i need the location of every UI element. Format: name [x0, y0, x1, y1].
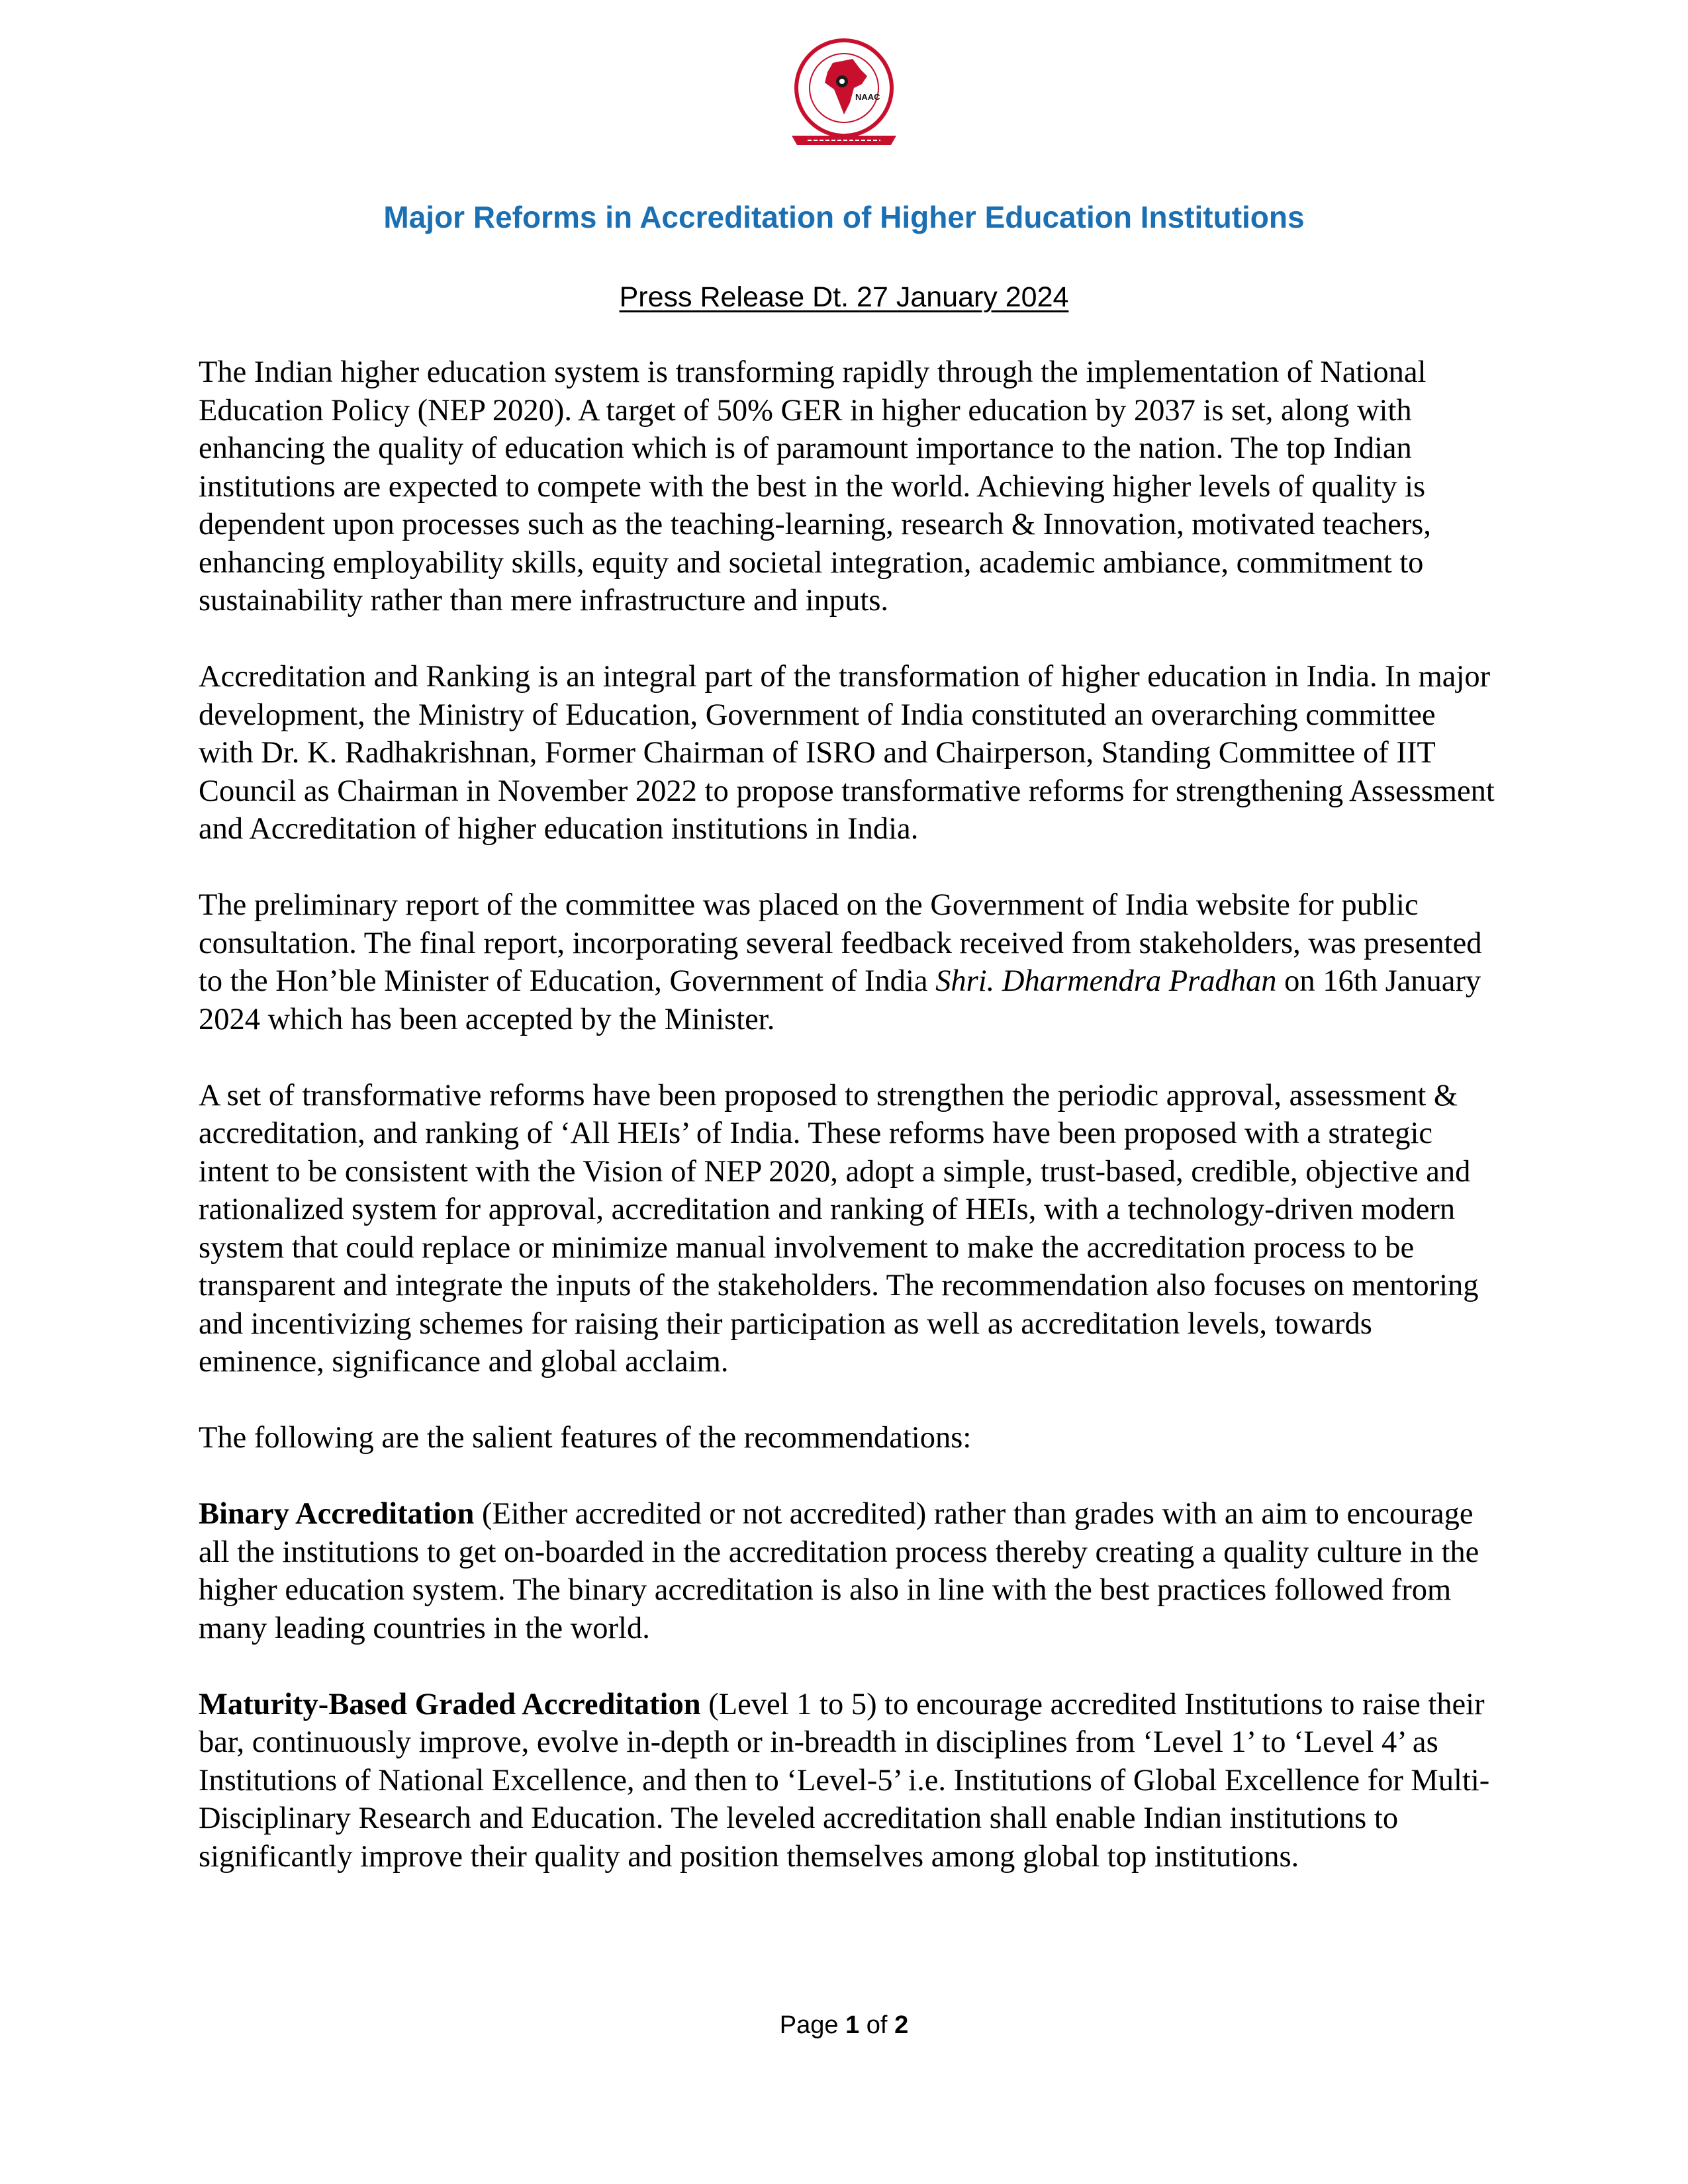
minister-name: Shri. Dharmendra Pradhan: [935, 964, 1277, 998]
document-body: [199, 353, 1496, 1876]
graded-accreditation-heading: Maturity-Based Graded Accreditation: [199, 1687, 701, 1721]
naac-seal-icon: [768, 36, 920, 152]
paragraph-reforms: A set of transformative reforms have been proposed to strengthen the periodic approval, assessment & accreditation, and ranking of ‘All HEIs’ of India. These reforms have been proposed with a strategic intent to be consistent with the Vision of NEP 2020, adopt a simple, trust-based, credible, objective and rationalized system for approval, accreditation and ranking of HEIs, with a technology-driven modern system that could replace or minimize manual involvement to make the accreditation process to be transparent and integrate the inputs of the stakeholders. The recommendation also focuses on mentoring and incentivizing schemes for raising their participation as well as accreditation levels, towards eminence, significance and global acclaim.: [199, 1078, 1479, 1379]
page-title: Major Reforms in Accreditation of Higher Education Institutions: [383, 200, 1305, 234]
svg-text:NAAC: NAAC: [855, 92, 880, 102]
page-total: 2: [894, 2011, 909, 2039]
paragraph-report: [199, 886, 1496, 1038]
paragraph-binary-accreditation: [199, 1495, 1496, 1647]
naac-logo: [768, 36, 920, 152]
page-label: Page: [779, 2011, 839, 2039]
of-label: of: [866, 2011, 888, 2039]
paragraph-salient-intro: The following are the salient features of the recommendations:: [199, 1421, 972, 1455]
report-text-start: The preliminary report of the committee was placed on the Government of India website for public consultation. The final report, incorporating several feedback received from stakeholders, was presented to the Hon’ble Minister of Education, Government of India: [199, 888, 1482, 998]
paragraph-intro: The Indian higher education system is transforming rapidly through the implementation of National Education Policy (NEP 2020). A target of 50% GER in higher education by 2037 is set, along with enhancing the quality of education which is of paramount importance to the nation. The top Indian institutions are expected to compete with the best in the world. Achieving higher levels of quality is dependent upon processes such as the teaching-learning, research & Innovation, motivated teachers, enhancing employability skills, equity and societal integration, academic ambiance, commitment to sustainability rather than mere infrastructure and inputs.: [199, 355, 1431, 617]
paragraph-graded-accreditation: [199, 1686, 1496, 1876]
press-release-date: Press Release Dt. 27 January 2024: [619, 281, 1069, 313]
paragraph-committee: Accreditation and Ranking is an integral part of the transformation of higher education in India. In major development, the Ministry of Education, Government of India constituted an overarching committee with Dr. K. Radhakrishnan, Former Chairman of ISRO and Chairperson, Standing Committee of IIT Council as Chairman in November 2022 to propose transformative reforms for strengthening Assessment and Accreditation of higher education institutions in India.: [199, 660, 1495, 846]
report-text-end: on 16th January 2024 which has been accepted by the Minister.: [199, 964, 1481, 1036]
page-current: 1: [845, 2011, 860, 2039]
page-footer: [0, 2009, 1688, 2042]
binary-accreditation-heading: Binary Accreditation: [199, 1497, 475, 1531]
binary-accreditation-text: (Either accredited or not accredited) rather than grades with an aim to encourage all the institutions to get on-boarded in the accreditation process thereby creating a quality culture in the higher education system. The binary accreditation is also in line with the best practices followed from many leading countries in the world.: [199, 1497, 1479, 1645]
graded-accreditation-text: (Level 1 to 5) to encourage accredited Institutions to raise their bar, continuously improve, evolve in-depth or in-breadth in disciplines from ‘Level 1’ to ‘Level 4’ as Institutions of National Excellence, and then to ‘Level-5’ i.e. Institutions of Global Excellence for Multi-Disciplinary Research and Education. The leveled accreditation shall enable Indian institutions to significantly improve their quality and position themselves among global top institutions.: [199, 1687, 1490, 1874]
